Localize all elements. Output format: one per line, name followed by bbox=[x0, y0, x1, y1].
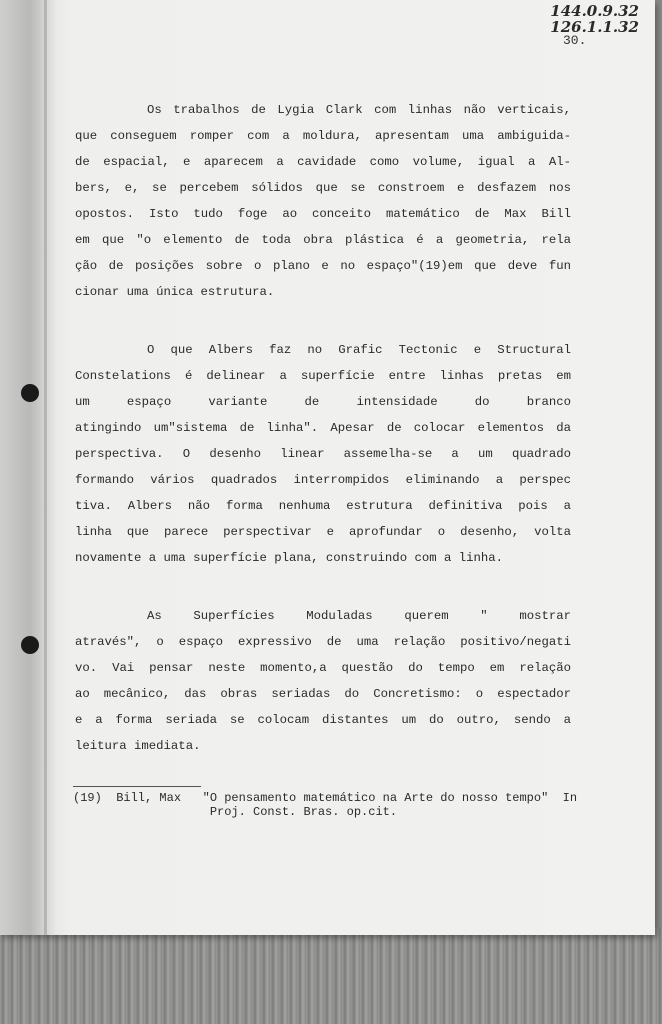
text-line: atingindo um"sistema de linha". Apesar de colocar elementos da bbox=[75, 421, 571, 435]
punch-hole-bottom bbox=[21, 636, 39, 654]
text-line: As Superfícies Moduladas querem " mostrar bbox=[147, 609, 571, 623]
text-line: novamente a uma superfície plana, construindo com a linha. bbox=[75, 551, 504, 565]
footnote-line-2: Proj. Const. Bras. op.cit. bbox=[73, 805, 398, 819]
footnote-line-1: (19) Bill, Max "O pensamento matemático na Arte do nosso tempo" In bbox=[73, 791, 578, 805]
text-line: ao mecânico, das obras seriadas do Concretismo: o espectador bbox=[75, 687, 571, 701]
footnote bbox=[73, 791, 578, 819]
page-fold-line bbox=[44, 0, 47, 935]
text-line: leitura imediata. bbox=[75, 739, 201, 753]
paragraph-3 bbox=[75, 603, 571, 759]
punch-hole-top bbox=[21, 384, 39, 402]
archive-number-line-2: 126.1.1.32 bbox=[550, 18, 639, 36]
text-line: um espaço variante de intensidade do branco bbox=[75, 395, 571, 409]
text-line: que conseguem romper com a moldura, apresentam uma ambiguida- bbox=[75, 129, 571, 143]
archive-number-line-1: 144.0.9.32 bbox=[550, 2, 639, 20]
text-line: de espacial, e aparecem a cavidade como volume, igual a Al- bbox=[75, 155, 571, 169]
text-line: bers, e, se percebem sólidos que se constroem e desfazem nos bbox=[75, 181, 571, 195]
text-line: formando vários quadrados interrompidos eliminando a perspec bbox=[75, 473, 571, 487]
text-line: cionar uma única estrutura. bbox=[75, 285, 275, 299]
text-line: e a forma seriada se colocam distantes um do outro, sendo a bbox=[75, 713, 571, 727]
paragraph-2 bbox=[75, 337, 571, 571]
text-line: Constelations é delinear a superfície entre linhas pretas em bbox=[75, 369, 571, 383]
text-line: linha que parece perspectivar e aprofundar o desenho, volta bbox=[75, 525, 571, 539]
text-line: O que Albers faz no Grafic Tectonic e Structural bbox=[147, 343, 571, 357]
text-line: tiva. Albers não forma nenhuma estrutura definitiva pois a bbox=[75, 499, 571, 513]
text-line: através", o espaço expressivo de uma relação positivo/negati bbox=[75, 635, 571, 649]
text-line: opostos. Isto tudo foge ao conceito matemático de Max Bill bbox=[75, 207, 571, 221]
body-text bbox=[75, 97, 571, 759]
handwritten-archive-number bbox=[550, 3, 639, 35]
text-line: Os trabalhos de Lygia Clark com linhas não verticais, bbox=[147, 103, 571, 117]
text-line: em que "o elemento de toda obra plástica é a geometria, rela bbox=[75, 233, 571, 247]
scanner-background bbox=[0, 928, 662, 1024]
text-line: ção de posições sobre o plano e no espaço"(19)em que deve fun bbox=[75, 259, 571, 273]
page-number: 30. bbox=[563, 33, 587, 48]
footnote-divider bbox=[73, 786, 201, 787]
text-line: vo. Vai pensar neste momento,a questão do tempo em relação bbox=[75, 661, 571, 675]
paragraph-1 bbox=[75, 97, 571, 305]
text-line: perspectiva. O desenho linear assemelha-se a um quadrado bbox=[75, 447, 571, 461]
